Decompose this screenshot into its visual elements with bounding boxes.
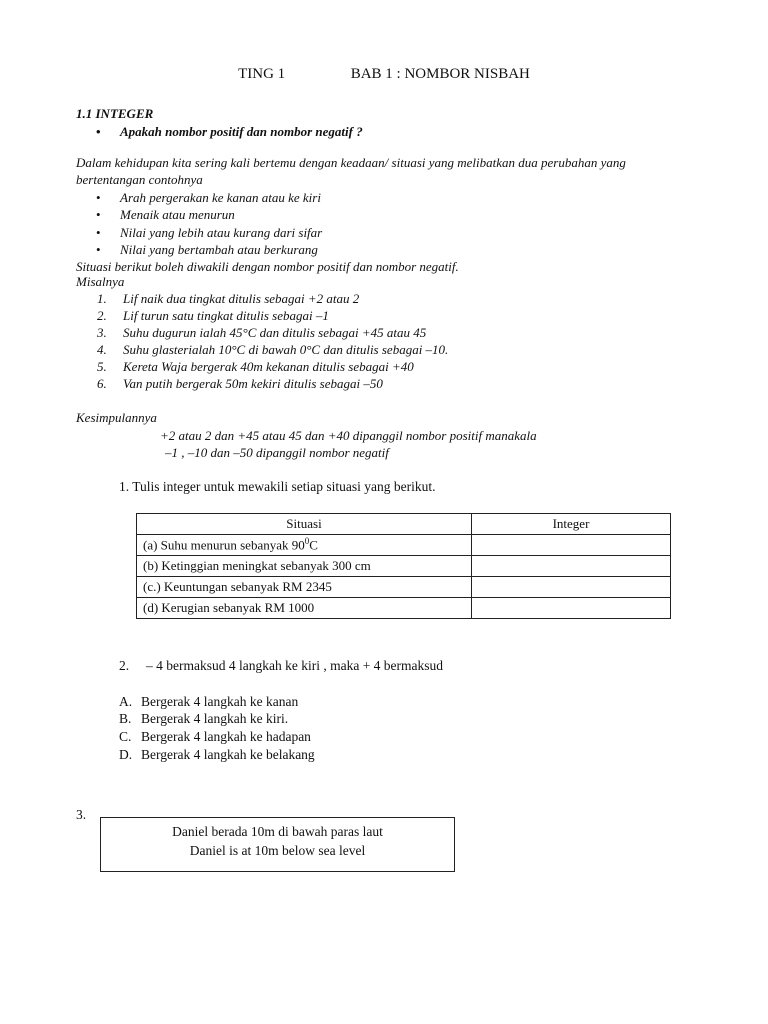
degree-superscript: 0 — [304, 536, 310, 547]
example-text: Suhu glasterialah 10°C di bawah 0°C dan ditulis sebagai –10. — [123, 342, 449, 357]
option-letter: A. — [119, 694, 133, 709]
option-text: Bergerak 4 langkah ke kanan — [141, 694, 299, 709]
page-title — [0, 66, 768, 83]
option-letter: B. — [119, 711, 132, 726]
q2-prompt-line — [119, 658, 443, 674]
example-number: 3. — [97, 325, 107, 340]
situasi-cell — [137, 556, 472, 577]
option-text: Bergerak 4 langkah ke kiri. — [141, 711, 289, 726]
section-question: • Apakah nombor positif dan nombor negatif ? — [120, 124, 363, 140]
option-letter: C. — [119, 729, 132, 744]
situasi-text: (d) Kerugian sebanyak RM 1000 — [143, 600, 315, 615]
integer-answer-cell[interactable] — [472, 556, 671, 577]
conclusion-line-1: +2 atau 2 dan +45 atau 45 dan +40 dipanggil nombor positif manakala — [160, 428, 537, 443]
conclusion-label: Kesimpulannya — [76, 410, 157, 425]
situasi-cell — [137, 535, 472, 556]
title-chapter: BAB 1 : NOMBOR NISBAH — [350, 66, 530, 82]
example-number: 1. — [97, 291, 107, 306]
q2-option[interactable] — [119, 711, 288, 727]
option-letter: D. — [119, 747, 133, 762]
example-text: Kereta Waja bergerak 40m kekanan ditulis sebagai +40 — [123, 359, 414, 374]
section-heading: 1.1 INTEGER — [76, 106, 154, 121]
option-text: Bergerak 4 langkah ke hadapan — [141, 729, 311, 744]
example-item — [97, 376, 383, 392]
example-text: Lif turun satu tingkat ditulis sebagai –1 — [123, 308, 329, 323]
integer-answer-cell[interactable] — [472, 535, 671, 556]
represent-text: Situasi berikut boleh diwakili dengan nombor positif dan nombor negatif. — [76, 259, 459, 274]
situasi-unit: C — [309, 537, 318, 553]
q2-option[interactable] — [119, 694, 298, 710]
situasi-text: (c.) Keuntungan sebanyak RM 2345 — [143, 579, 332, 594]
option-text: Bergerak 4 langkah ke belakang — [141, 747, 315, 762]
q2-option[interactable] — [119, 729, 311, 745]
q2-prompt: – 4 bermaksud 4 langkah ke kiri , maka + 4 bermaksud — [146, 658, 444, 673]
title-form: TING 1 — [238, 66, 286, 82]
table-header-situasi: Situasi — [137, 514, 472, 535]
integer-answer-cell[interactable] — [472, 598, 671, 619]
intro-bullet: • Nilai yang lebih atau kurang dari sifar — [120, 225, 322, 241]
conclusion-line-2: –1 , –10 dan –50 dipanggil nombor negatif — [165, 445, 389, 460]
situasi-text: (b) Ketinggian meningkat sebanyak 300 cm — [143, 558, 371, 573]
table-header-row — [137, 514, 671, 535]
example-number: 5. — [97, 359, 107, 374]
example-number: 2. — [97, 308, 107, 323]
q3-line-2: Daniel is at 10m below sea level — [189, 843, 366, 858]
q1-table — [136, 513, 671, 619]
example-text: Suhu dugurun ialah 45°C dan ditulis sebagai +45 atau 45 — [123, 325, 427, 340]
q1-prompt: 1. Tulis integer untuk mewakili setiap situasi yang berikut. — [119, 479, 436, 494]
example-number: 6. — [97, 376, 107, 391]
example-label: Misalnya — [76, 274, 125, 289]
integer-answer-cell[interactable] — [472, 577, 671, 598]
example-text: Van putih bergerak 50m kekiri ditulis sebagai –50 — [123, 376, 383, 391]
situasi-cell — [137, 577, 472, 598]
q3-statement-box — [100, 817, 455, 872]
table-row — [137, 598, 671, 619]
example-text: Lif naik dua tingkat ditulis sebagai +2 atau 2 — [123, 291, 360, 306]
example-item — [97, 308, 329, 324]
intro-line-1: Dalam kehidupan kita sering kali bertemu dengan keadaan/ situasi yang melibatkan dua perubahan yang — [76, 155, 626, 170]
table-row — [137, 577, 671, 598]
example-number: 4. — [97, 342, 107, 357]
example-item — [97, 291, 359, 307]
q2-number: 2. — [119, 658, 130, 673]
situasi-text: (a) Suhu menurun sebanyak 90 — [143, 537, 305, 553]
intro-bullet: • Arah pergerakan ke kanan atau ke kiri — [120, 190, 321, 206]
intro-bullet: • Nilai yang bertambah atau berkurang — [120, 242, 318, 258]
example-item — [97, 342, 448, 358]
table-row — [137, 556, 671, 577]
q3-line-1: Daniel berada 10m di bawah paras laut — [172, 824, 383, 839]
intro-line-2: bertentangan contohnya — [76, 172, 203, 187]
q2-option[interactable] — [119, 747, 315, 763]
table-header-integer: Integer — [472, 514, 671, 535]
example-item — [97, 359, 414, 375]
table-row — [137, 535, 671, 556]
example-item — [97, 325, 426, 341]
intro-bullet: • Menaik atau menurun — [120, 207, 235, 223]
situasi-cell — [137, 598, 472, 619]
q3-number: 3. — [76, 807, 87, 822]
